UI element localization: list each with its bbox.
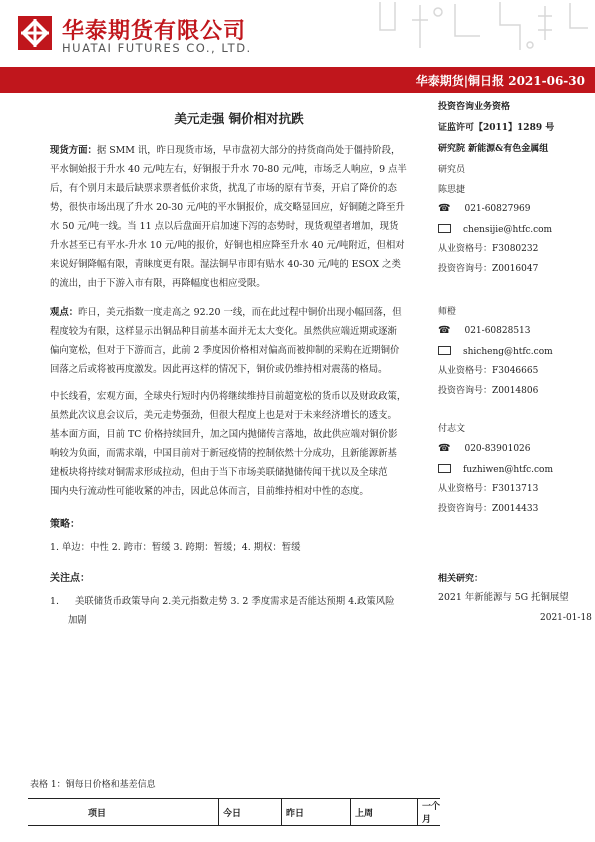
focus-title: 关注点：: [50, 573, 90, 584]
email-address[interactable]: fuzhiwen@htfc.com: [463, 465, 554, 475]
medium-line: 虽然此次议息会议后，美元走势强劲，但很大程度上也是对于未来经济增长的透支。: [50, 410, 397, 421]
analyst-qualification: 从业资格号：F3046665: [438, 366, 539, 376]
view-line: 程度较为有限，这样显示出铜品种目前基本面并无太大变化。虽然供应端近期或逐渐: [50, 326, 397, 337]
spot-line: 来说好铜降幅有限，青睐度更有限。湿法铜早市即有贴水 40-30 元/吨的 ESOX 之类: [50, 259, 401, 270]
medium-line: 围内央行流动性可能收紧的冲击，因此总体而言，目前维持相对中性的态度。: [50, 486, 369, 497]
analyst-consult-id: 投资咨询号：Z0014806: [438, 386, 539, 396]
analyst-phone: [438, 443, 531, 455]
analyst-name: 陈思捷: [438, 185, 466, 195]
qualification: 投资咨询业务资格: [438, 102, 511, 112]
spot-market-paragraph: [50, 141, 428, 293]
spot-line: 后，有个别月末最后缺票求票者低价求货，扰乱了市场的原有节奏，开启了降价的态: [50, 183, 397, 194]
report-tag: 华泰期货|铜日报 2021-06-30: [415, 74, 585, 88]
table-header-cell: 昨日: [282, 799, 351, 826]
phone-number: 021-60828513: [464, 326, 531, 336]
phone-icon: ☎: [438, 203, 451, 214]
analyst-email: [438, 463, 553, 476]
spot-line: 平水铜始报于升水 40 元/吨左右，好铜报于升水 70-80 元/吨，市场乏人响应，9 点半: [50, 164, 407, 175]
analyst-phone: [438, 203, 531, 215]
focus-line: 加剧: [68, 615, 87, 626]
spot-line: 水 50 元/吨一线。当 11 点以后盘面开启加速下泻的态势时，现货观望者增加，现货: [50, 221, 399, 232]
phone-number: 021-60827969: [464, 204, 531, 214]
table-header-cell: 今日: [219, 799, 282, 826]
viewpoint-paragraph: [50, 303, 428, 379]
spot-line: 升水甚至已有平水-升水 10 元/吨的报价，好铜也相应降至升水 40 元/吨附近，但相对: [50, 240, 405, 251]
table-title: 表格 1：铜每日价格和基差信息: [30, 780, 156, 790]
focus-number: 1.: [50, 596, 59, 607]
analyst-consult-id: 投资咨询号：Z0014433: [438, 504, 539, 514]
company-name-cn: 华泰期货有限公司: [62, 19, 247, 44]
analyst-name: 付志文: [438, 424, 466, 434]
mail-icon: [438, 224, 451, 233]
related-research-date: 2021-01-18: [540, 613, 592, 623]
company-logo-icon: [18, 16, 52, 50]
focus-line: 美联储货币政策导向 2.美元指数走势 3. 2 季度需求是否能达预期 4.政策风险: [74, 596, 395, 607]
phone-icon: ☎: [438, 443, 451, 454]
email-address[interactable]: shicheng@htfc.com: [463, 347, 553, 357]
view-line: 偏向宽松，但对于下游而言，此前 2 季度因价格相对偏高而被抑制的采购在近期铜价: [50, 345, 400, 356]
analyst-email: [438, 345, 553, 358]
medium-line: 中长线看，宏观方面，全球央行短时内仍将继续维持目前超宽松的货币以及财政政策，: [50, 391, 407, 402]
view-label: 观点：: [50, 307, 79, 318]
price-basis-table: [28, 798, 440, 826]
strategy-text: 1. 单边：中性 2. 跨市：暂缓 3. 跨期：暂缓；4. 期权：暂缓: [50, 542, 301, 553]
phone-icon: ☎: [438, 325, 451, 336]
phone-number: 020-83901026: [464, 444, 531, 454]
analyst-consult-id: 投资咨询号：Z0016047: [438, 264, 539, 274]
table-header-row: [28, 799, 440, 826]
spot-line: 势，很快市场出现了升水 20-30 元/吨的平水铜报价，成交略显回应，好铜随之降至升: [50, 202, 405, 213]
mail-icon: [438, 464, 451, 473]
researcher-role: 研究员: [438, 165, 466, 175]
table-header-cell: 上周: [351, 799, 418, 826]
mail-icon: [438, 346, 451, 355]
spot-label: 现货方面：: [50, 145, 97, 156]
license: 证监许可【2011】1289 号: [438, 123, 555, 133]
spot-line: 的流出，由于下游入市有限，再降幅度也相应受限。: [50, 278, 266, 289]
related-research-item[interactable]: 2021 年新能源与 5G 托铜展望: [438, 592, 569, 603]
table-header-cell: 一个月: [418, 799, 441, 826]
view-line: 昨日，美元指数一度走高之 92.20 一线，而在此过程中铜价出现小幅回落，但: [78, 307, 402, 318]
analyst-qualification: 从业资格号：F3013713: [438, 484, 539, 494]
analyst-name: 师橙: [438, 307, 457, 317]
spot-line: 据 SMM 讯，昨日现货市场，早市盘初大部分的持货商尚处于僵持阶段，: [96, 145, 401, 156]
view-line: 回落之后或将被再度激发。因此再这样的情况下，铜价或仍维持相对震荡的格局。: [50, 364, 388, 375]
article-headline: 美元走强 铜价相对抗跌: [174, 111, 304, 126]
table-header-cell: 项目: [28, 799, 219, 826]
company-name-en: HUATAI FUTURES CO., LTD.: [62, 41, 252, 55]
focus-list: [50, 592, 428, 630]
medium-term-paragraph: [50, 387, 428, 501]
strategy-title: 策略：: [50, 519, 80, 530]
header-decoration-pattern: [360, 0, 595, 62]
analyst-email: [438, 223, 552, 236]
analyst-qualification: 从业资格号：F3080232: [438, 244, 539, 254]
analyst-phone: [438, 325, 531, 337]
email-address[interactable]: chensijie@htfc.com: [463, 225, 553, 235]
medium-line: 基本面方面，目前 TC 价格持续回升，加之国内抛储传言落地，故此供应端对铜价影: [50, 429, 398, 440]
medium-line: 响较为负面，而需求端，中国目前对于新冠疫情的控制依然十分成功，且新能源新基: [50, 448, 397, 459]
research-team: 研究院 新能源&有色金属组: [438, 144, 549, 154]
medium-line: 建板块将持续对铜需求形成拉动，但由于当下市场美联储抛储传闻干扰以及全球范: [50, 467, 388, 478]
related-research-title: 相关研究：: [438, 574, 484, 584]
